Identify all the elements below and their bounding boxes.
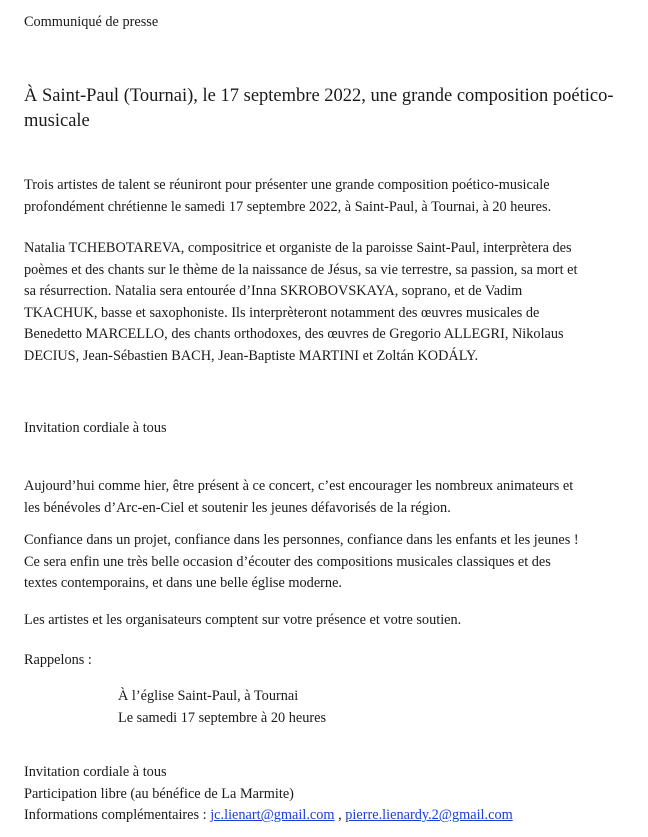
contact-label: Informations complémentaires :: [24, 807, 211, 824]
invitation-heading: Invitation cordiale à tous: [24, 420, 167, 436]
text-line: Natalia TCHEBOTAREVA, compositrice et organiste de la paroisse Saint-Paul, interprètera des: [24, 240, 572, 256]
text-line: les bénévoles d’Arc-en-Ciel et soutenir les jeunes défavorisés de la région.: [24, 499, 451, 516]
text-line: Aujourd’hui comme hier, être présent à ce concert, c’est encourager les nombreux animateurs et: [24, 478, 574, 494]
document-title: [24, 84, 614, 134]
text-line: DECIUS, Jean-Sébastien BACH, Jean-Baptiste MARTINI et Zoltán KODÁLY.: [24, 347, 479, 364]
reminder-label: Rappelons :: [24, 652, 92, 668]
title-line: musicale: [24, 111, 90, 131]
paragraph-intro: [24, 175, 551, 218]
text-line: profondément chrétienne le samedi 17 septembre 2022, à Saint-Paul, à Tournai, à 20 heures.: [24, 198, 552, 215]
text-line: TKACHUK, basse et saxophoniste. Ils interprèteront notamment des œuvres musicales de: [24, 304, 540, 321]
text-line: Ce sera enfin une très belle occasion d’écouter des compositions musicales classiques et des: [24, 553, 551, 570]
paragraph-artists: [24, 238, 577, 368]
event-date: Le samedi 17 septembre à 20 heures: [118, 709, 327, 726]
text-line: Confiance dans un projet, confiance dans les personnes, confiance dans les enfants et les jeunes !: [24, 532, 579, 548]
email-link-lienart[interactable]: jc.lienart@gmail.com: [210, 807, 335, 824]
text-line: poèmes et des chants sur le thème de la naissance de Jésus, sa vie terrestre, sa passion, sa mort et: [24, 261, 578, 278]
paragraph-confidence: [24, 530, 579, 595]
separator: ,: [334, 807, 346, 824]
footer-contact: [24, 805, 513, 827]
document-header: Communiqué de presse: [24, 14, 159, 30]
footer-participation: Participation libre (au bénéfice de La Marmite): [24, 785, 294, 802]
text-line: Trois artistes de talent se réuniront pour présenter une grande composition poético-musicale: [24, 177, 550, 193]
title-line: À Saint-Paul (Tournai), le 17 septembre 2022, une grande composition poético-: [24, 86, 614, 106]
paragraph-encouragement: [24, 476, 573, 519]
footer-invitation: Invitation cordiale à tous: [24, 764, 167, 780]
text-line: sa résurrection. Natalia sera entourée d’Inna SKROBOVSKAYA, soprano, et de Vadim: [24, 283, 523, 300]
paragraph-thanks: Les artistes et les organisateurs comptent sur votre présence et votre soutien.: [24, 612, 462, 628]
event-location: À l’église Saint-Paul, à Tournai: [118, 688, 299, 704]
footer-info: [24, 762, 513, 827]
text-line: textes contemporains, et dans une belle église moderne.: [24, 575, 343, 592]
event-details: [118, 686, 326, 729]
email-link-lienardy[interactable]: pierre.lienardy.2@gmail.com: [345, 807, 513, 824]
text-line: Benedetto MARCELLO, des chants orthodoxes, des œuvres de Gregorio ALLEGRI, Nikolaus: [24, 326, 564, 343]
